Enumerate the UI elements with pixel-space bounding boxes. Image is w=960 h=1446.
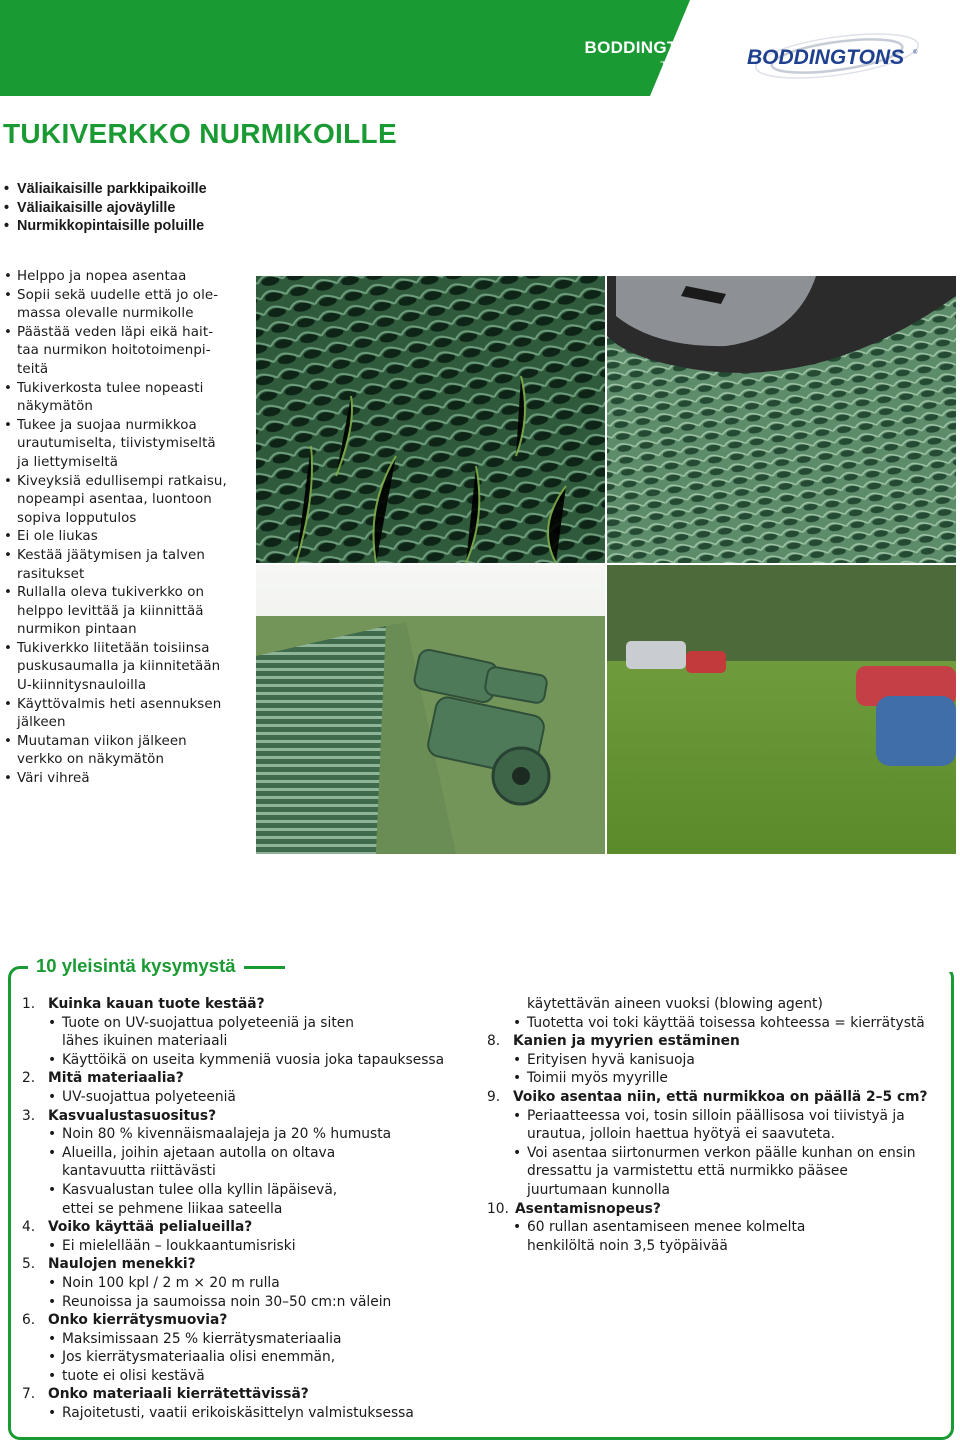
feature-line: • Käyttövalmis heti asennuksen bbox=[17, 696, 222, 712]
faq-answer-line: urautua, jolloin haettua hyötyä ei saavuteta. bbox=[527, 1126, 836, 1143]
faq-answer bbox=[22, 1181, 492, 1218]
faq-answer bbox=[22, 1088, 492, 1107]
faq-answer bbox=[487, 1069, 947, 1088]
feature-line: massa olevalle nurmikolle bbox=[17, 306, 194, 322]
feature-item bbox=[3, 584, 258, 640]
faq-title: 10 yleisintä kysymystä bbox=[36, 955, 236, 976]
faq-question-text: Mitä materiaalia? bbox=[48, 1070, 184, 1087]
faq-question-text: Kasvualustasuositus? bbox=[48, 1107, 217, 1124]
faq-question-text: Naulojen menekki? bbox=[48, 1256, 196, 1273]
faq-question-text: Onko kierrätysmuovia? bbox=[48, 1312, 228, 1329]
faq-heading bbox=[28, 955, 244, 977]
feature-line: • Rullalla oleva tukiverkko on bbox=[17, 585, 205, 601]
faq-answer-line: • Reunoissa ja saumoissa noin 30–50 cm:n välein bbox=[62, 1293, 392, 1310]
faq-answer-line: • Noin 100 kpl / 2 m × 20 m rulla bbox=[62, 1274, 280, 1291]
faq-answer-line: • 60 rullan asentamiseen menee kolmelta bbox=[527, 1219, 806, 1236]
faq-answer bbox=[22, 1125, 492, 1144]
faq-column-left bbox=[22, 995, 492, 1423]
faq-column-right bbox=[487, 995, 947, 1255]
faq-question-number: 6. bbox=[22, 1312, 36, 1329]
boddingtons-logo bbox=[745, 32, 925, 82]
feature-item bbox=[3, 640, 258, 696]
faq-answer bbox=[22, 1348, 492, 1367]
faq-title-gap bbox=[285, 962, 955, 972]
features-list bbox=[3, 268, 258, 789]
faq-answer bbox=[22, 1330, 492, 1349]
faq-question-number: 7. bbox=[22, 1386, 36, 1403]
feature-line: teitä bbox=[17, 361, 49, 377]
feature-item bbox=[3, 324, 258, 380]
feature-line: • Tukiverkosta tulee nopeasti bbox=[17, 380, 204, 396]
brand-subtitle: Tukiverkot bbox=[660, 59, 715, 73]
faq-answer-continuation: käytettävän aineen vuoksi (blowing agent) bbox=[527, 996, 823, 1012]
feature-line: • Muutaman viikon jälkeen bbox=[17, 733, 187, 749]
feature-line: helppo levittää ja kiinnittää bbox=[17, 603, 204, 619]
list-item: • Nurmikkopintaisille poluille bbox=[3, 217, 207, 236]
faq-answer-line: juurtumaan kunnolla bbox=[527, 1181, 670, 1198]
list-item: • Väliaikaisille parkkipaikoille bbox=[3, 180, 207, 199]
faq-question-number: 10. bbox=[487, 1200, 509, 1217]
faq-answer-line: • Tuote on UV-suojattua polyeteeniä ja siten bbox=[62, 1014, 354, 1031]
faq-question-text: Asentamisnopeus? bbox=[515, 1200, 661, 1217]
feature-line: näkymätön bbox=[17, 399, 93, 415]
faq-answer bbox=[487, 1107, 947, 1144]
feature-item bbox=[3, 528, 258, 547]
faq-answer-line: • Voi asentaa siirtonurmen verkon päälle kunhan on ensin bbox=[527, 1144, 916, 1161]
feature-item bbox=[3, 547, 258, 584]
feature-line: • Sopii sekä uudelle että jo ole- bbox=[17, 287, 219, 303]
brand-name: BODDINGTONS bbox=[584, 38, 715, 57]
faq-question-number: 3. bbox=[22, 1107, 36, 1124]
list-item: • Väliaikaisille ajoväylille bbox=[3, 199, 207, 218]
faq-answer-line: henkilöltä noin 3,5 työpäivää bbox=[527, 1237, 728, 1254]
faq-answer-line: • tuote ei olisi kestävä bbox=[62, 1367, 205, 1384]
svg-text:®: ® bbox=[913, 50, 918, 56]
faq-question-number: 2. bbox=[22, 1070, 36, 1087]
faq-answer bbox=[22, 1014, 492, 1051]
header-brand bbox=[585, 38, 716, 73]
feature-line: • Helppo ja nopea asentaa bbox=[17, 269, 187, 284]
feature-line: • Tukee ja suojaa nurmikkoa bbox=[17, 417, 197, 433]
feature-item bbox=[3, 696, 258, 733]
faq-question-number: 5. bbox=[22, 1256, 36, 1273]
faq-question-text: Voiko asentaa niin, että nurmikkoa on päällä 2–5 cm? bbox=[513, 1088, 928, 1105]
feature-line: puskusaumalla ja kiinnitetään bbox=[17, 659, 221, 675]
feature-line: • Tukiverkko liitetään toisiinsa bbox=[17, 640, 210, 656]
faq-question bbox=[22, 995, 492, 1014]
feature-item bbox=[3, 268, 258, 287]
faq-answer-line: • Jos kierrätysmateriaalia olisi enemmän, bbox=[62, 1349, 336, 1366]
feature-line: • Päästää veden läpi eikä hait- bbox=[17, 324, 214, 340]
feature-item bbox=[3, 770, 258, 789]
svg-text:BODDINGTONS: BODDINGTONS bbox=[747, 46, 905, 69]
faq-question-number: 1. bbox=[22, 996, 36, 1012]
feature-line: • Ei ole liukas bbox=[17, 529, 98, 545]
faq-answer-line: • Käyttöikä on useita kymmeniä vuosia joka tapauksessa bbox=[62, 1051, 445, 1068]
faq-answer bbox=[22, 1274, 492, 1293]
feature-item bbox=[3, 287, 258, 324]
faq-answer-line: ettei se pehmene liikaa sateella bbox=[62, 1200, 283, 1217]
faq-answer-line: kantavuutta riittävästi bbox=[62, 1163, 216, 1180]
faq-answer-line: • Rajoitetusti, vaatii erikoiskäsittelyn valmistuksessa bbox=[62, 1405, 414, 1422]
faq-answer bbox=[22, 1051, 492, 1070]
feature-line: nopeampi asentaa, luontoon bbox=[17, 492, 212, 508]
feature-line: U-kiinnitysnauloilla bbox=[17, 678, 147, 694]
faq-answer-line: • Erityisen hyvä kanisuoja bbox=[527, 1051, 695, 1068]
faq-question bbox=[22, 1311, 492, 1330]
feature-line: • Kestää jäätymisen ja talven bbox=[17, 547, 205, 563]
faq-question bbox=[487, 1032, 947, 1051]
faq-answer bbox=[487, 1051, 947, 1070]
feature-line: jälkeen bbox=[17, 715, 66, 731]
faq-question bbox=[22, 1069, 492, 1088]
feature-line: nurmikon pintaan bbox=[17, 622, 137, 638]
feature-line: • Väri vihreä bbox=[17, 771, 90, 787]
faq-question-number: 8. bbox=[487, 1033, 501, 1050]
faq-answer bbox=[487, 1144, 947, 1200]
faq-answer-line: dressattu ja varmistettu että nurmikko pääsee bbox=[527, 1163, 848, 1180]
feature-item bbox=[3, 417, 258, 473]
feature-line: sopiva lopputulos bbox=[17, 510, 137, 526]
feature-line: rasitukset bbox=[17, 566, 85, 582]
feature-item bbox=[3, 380, 258, 417]
faq-answer bbox=[22, 1237, 492, 1256]
feature-line: • Kiveyksiä edullisempi ratkaisu, bbox=[17, 473, 227, 489]
faq-question bbox=[487, 1088, 947, 1107]
feature-item bbox=[3, 733, 258, 770]
faq-answer-line: lähes ikuinen materiaali bbox=[62, 1033, 228, 1050]
faq-answer-line: • Toimii myös myyrille bbox=[527, 1070, 668, 1087]
feature-line: taa nurmikon hoitotoimenpi- bbox=[17, 343, 211, 359]
faq-answer-line: • Maksimissaan 25 % kierrätysmateriaalia bbox=[62, 1330, 342, 1347]
faq-question-number: 9. bbox=[487, 1088, 501, 1105]
faq-answer-line: • Kasvualustan tulee olla kyllin läpäisevä, bbox=[62, 1181, 338, 1198]
faq-answer bbox=[22, 1293, 492, 1312]
faq-question bbox=[22, 1107, 492, 1126]
faq-question-text: Voiko käyttää pelialueilla? bbox=[48, 1219, 253, 1236]
faq-answer bbox=[22, 1367, 492, 1386]
feature-line: ja liettymiseltä bbox=[17, 454, 119, 470]
faq-question-text: Kuinka kauan tuote kestää? bbox=[48, 996, 265, 1012]
faq-answer-line: • Periaatteessa voi, tosin silloin päällisosa voi tiivistyä ja bbox=[527, 1107, 905, 1124]
faq-answer-line: • UV-suojattua polyeteeniä bbox=[62, 1088, 236, 1105]
faq-question bbox=[22, 1255, 492, 1274]
feature-line: urautumiselta, tiivistymiseltä bbox=[17, 436, 216, 452]
faq-question-text: Onko materiaali kierrätettävissä? bbox=[48, 1386, 309, 1403]
feature-line: verkko on näkymätön bbox=[17, 752, 165, 768]
faq-answer-line: • Ei mielellään – loukkaantumisriski bbox=[62, 1237, 296, 1254]
faq-answer-line: • Alueilla, joihin ajetaan autolla on oltava bbox=[62, 1144, 336, 1161]
uses-list bbox=[3, 180, 207, 236]
feature-item bbox=[3, 473, 258, 529]
faq-answer bbox=[22, 1144, 492, 1181]
faq-answer bbox=[487, 1218, 947, 1255]
faq-question-number: 4. bbox=[22, 1219, 36, 1236]
page-title: TUKIVERKKO NURMIKOILLE bbox=[3, 118, 397, 149]
faq-question bbox=[487, 1200, 947, 1219]
faq-answer: • Tuotetta voi toki käyttää toisessa kohteessa = kierrätystä bbox=[487, 1014, 947, 1033]
faq-question-text: Kanien ja myyrien estäminen bbox=[513, 1033, 740, 1050]
faq-question bbox=[22, 1385, 492, 1404]
faq-question bbox=[22, 1218, 492, 1237]
product-photos bbox=[256, 276, 956, 854]
faq-answer bbox=[22, 1404, 492, 1423]
faq-answer-line: • Noin 80 % kivennäismaalajeja ja 20 % humusta bbox=[62, 1126, 392, 1143]
